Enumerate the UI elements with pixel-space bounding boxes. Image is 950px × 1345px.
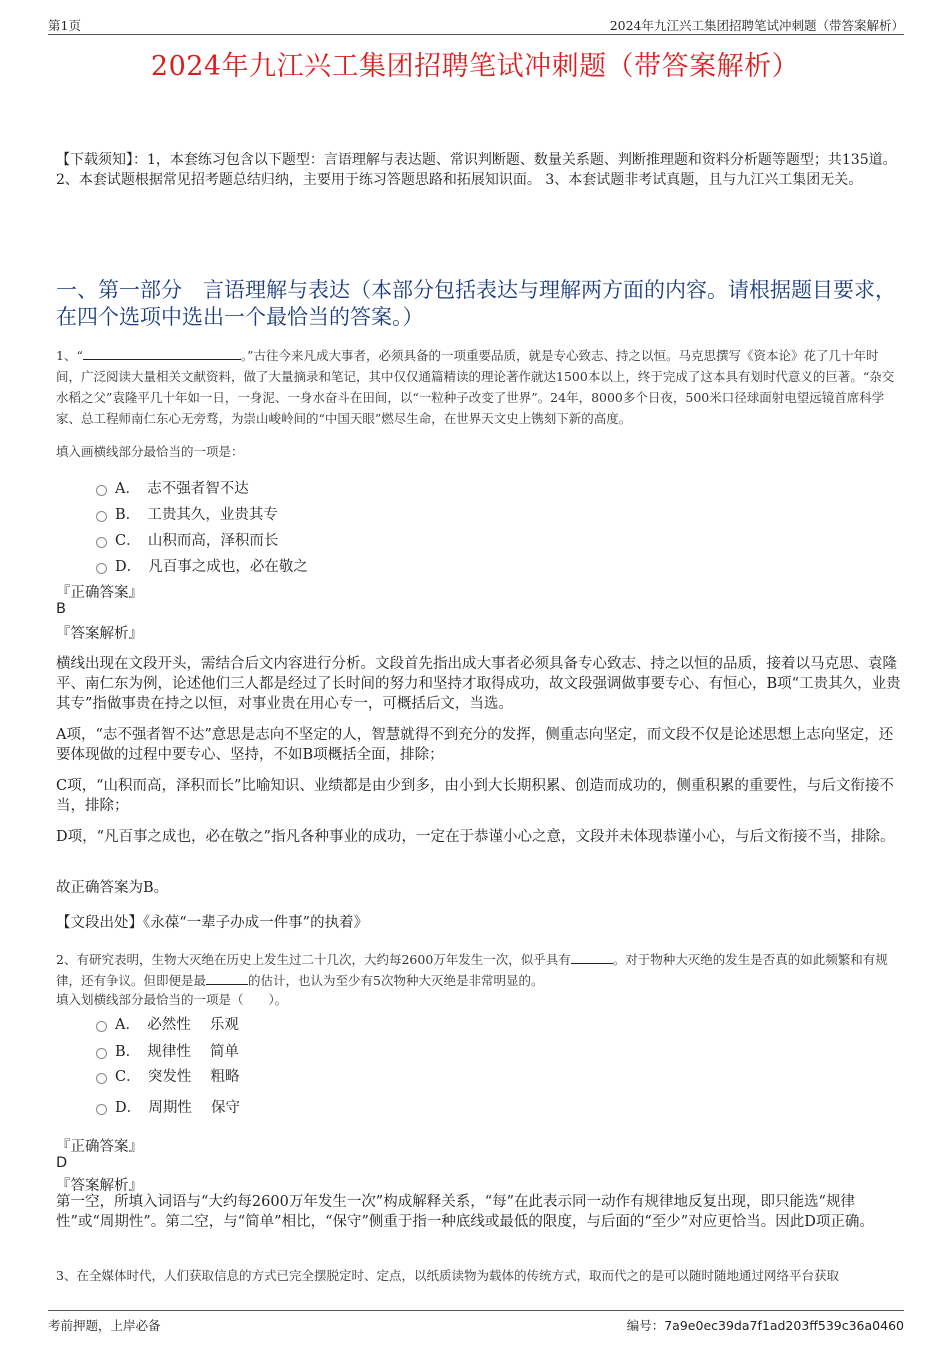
- radio-icon[interactable]: [96, 1104, 107, 1115]
- footer-divider: [48, 1310, 904, 1311]
- q1-answer-label: 『正确答案』: [56, 585, 143, 601]
- q1-option-d[interactable]: D． 凡百事之成也，必在敬之: [96, 555, 308, 576]
- radio-icon[interactable]: [96, 1021, 107, 1032]
- q2-answer: D: [56, 1155, 68, 1171]
- q2-analysis-label: 『答案解析』: [56, 1178, 143, 1194]
- q1-analysis-paragraph: D项，“凡百事之成也，必在敬之”指凡各种事业的成功，一定在于恭谨小心之意，文段并未体现恭谨小心，与后文衔接不当，排除。: [56, 829, 895, 845]
- q1-analysis-paragraph: C项，“山积而高，泽积而长”比喻知识、业绩都是由少到多，由小到大长期积累、创造而成功的，侧重积累的重要性，与后文衔接不当，排除；: [56, 778, 894, 814]
- q1-analysis-paragraph: 横线出现在文段开头，需结合后文内容进行分析。文段首先指出成大事者必须具备专心致志、持之以恒的品质，接着以马克思、袁隆平、南仁东为例，论述他们三人都是经过了长时间的努力和坚持才取得成功，故文段强调做事要专心、有恒心，B项“工贵其久，业贵其专”指做事贵在持之以恒，对事业贵在用心专一，可概括后文，当选。: [56, 656, 901, 712]
- header-doc-title: 2024年九江兴工集团招聘笔试冲刺题（带答案解析）: [609, 18, 904, 33]
- radio-icon[interactable]: [96, 537, 107, 548]
- radio-icon[interactable]: [96, 485, 107, 496]
- document-title: 2024年九江兴工集团招聘笔试冲刺题（带答案解析）: [150, 51, 800, 82]
- q2-answer-label: 『正确答案』: [56, 1139, 143, 1155]
- question-2-hint: 填入划横线部分最恰当的一项是（ ）。: [56, 992, 288, 1007]
- page-number: 第1页: [48, 18, 81, 33]
- radio-icon[interactable]: [96, 1073, 107, 1084]
- question-3-stem: 3、在全媒体时代，人们获取信息的方式已完全摆脱定时、定点，以纸质读物为载体的传统方式，取而代之的是可以随时随地通过网络平台获取: [56, 1268, 839, 1283]
- q2-option-c[interactable]: C． 突发性 粗略: [96, 1065, 239, 1086]
- q1-analysis-label: 『答案解析』: [56, 626, 143, 642]
- question-1-stem: 1、“ 。”古往今来凡成大事者，必须具备的一项重要品质，就是专心致志、持之以恒。马克思撰写《资本论》花了几十年时间，广泛阅读大量相关文献资料，做了大量摘录和笔记，其中仅仅通篇精读的理论著作就达1500本以上，终于完成了这本具有划时代意义的巨著。“杂交水稻之父”袁隆平几十年如一日，一身泥、一身水奋斗在田间，以“一粒种子改变了世界”。24年，8000多个日夜，500米口径球面射电望远镜首席科学家、总工程师南仁东心无旁骛，为崇山峻岭间的“中国天眼”燃尽生命，在世界天文史上镌刻下新的高度。: [56, 348, 895, 426]
- q2-analysis: 第一空，所填入词语与“大约每2600万年发生一次”构成解释关系，“每”在此表示同一动作有规律地反复出现，即只能选“规律性”或“周期性”。第二空，与“简单”相比，“保守”侧重于指一种底线或最低的限度，与后面的“至少”对应更恰当。因此D项正确。: [56, 1194, 874, 1230]
- q1-option-a[interactable]: A． 志不强者智不达: [96, 477, 249, 498]
- q1-analysis-paragraph: A项，“志不强者智不达”意思是志向不坚定的人，智慧就得不到充分的发挥，侧重志向坚定，而文段不仅是论述思想上志向坚定，还要体现做的过程中要专心、坚持，不如B项概括全面，排除；: [56, 727, 894, 763]
- section-heading: 一、第一部分 言语理解与表达（本部分包括表达与理解两方面的内容。请根据题目要求，在四个选项中选出一个最恰当的答案。）: [56, 278, 896, 329]
- footer-slogan: 考前押题，上岸必备: [48, 1318, 161, 1333]
- footer-code: 编号：7a9e0ec39da7f1ad203ff539c36a0460: [626, 1318, 904, 1333]
- q1-analysis-conclusion: 故正确答案为B。: [56, 880, 169, 896]
- radio-icon[interactable]: [96, 563, 107, 574]
- q1-source: 【文段出处】《永葆“一辈子办成一件事”的执着》: [56, 915, 369, 931]
- question-2-stem: 2、有研究表明，生物大灭绝在历史上发生过二十几次，大约每2600万年发生一次，似乎具有 。对于物种大灭绝的发生是否真的如此频繁和有规律，还有争议。但即便是最 的估计，也认为至少有5次物种大灭绝是非常明显的。: [56, 952, 888, 988]
- radio-icon[interactable]: [96, 511, 107, 522]
- q2-option-b[interactable]: B． 规律性 简单: [96, 1040, 239, 1061]
- q1-answer: B: [56, 601, 66, 617]
- page-header: [48, 14, 904, 35]
- q2-option-a[interactable]: A． 必然性 乐观: [96, 1013, 239, 1034]
- question-1-hint: 填入画横线部分最恰当的一项是：: [56, 444, 244, 459]
- fill-blank: [206, 971, 248, 985]
- fill-blank: [571, 950, 613, 964]
- q2-option-d[interactable]: D． 周期性 保守: [96, 1096, 240, 1117]
- download-notice: 【下载须知】：1，本套练习包含以下题型：言语理解与表达题、常识判断题、数量关系题、判断推理题和资料分析题等题型；共135道。 2、本套试题根据常见招考题总结归纳，主要用于练习答题思路和拓展知识面。 3、本套试题非考试真题，且与九江兴工集团无关。: [56, 152, 897, 188]
- q1-option-c[interactable]: C． 山积而高，泽积而长: [96, 529, 278, 550]
- q1-option-b[interactable]: B． 工贵其久，业贵其专: [96, 503, 278, 524]
- fill-blank: [83, 346, 241, 360]
- radio-icon[interactable]: [96, 1048, 107, 1059]
